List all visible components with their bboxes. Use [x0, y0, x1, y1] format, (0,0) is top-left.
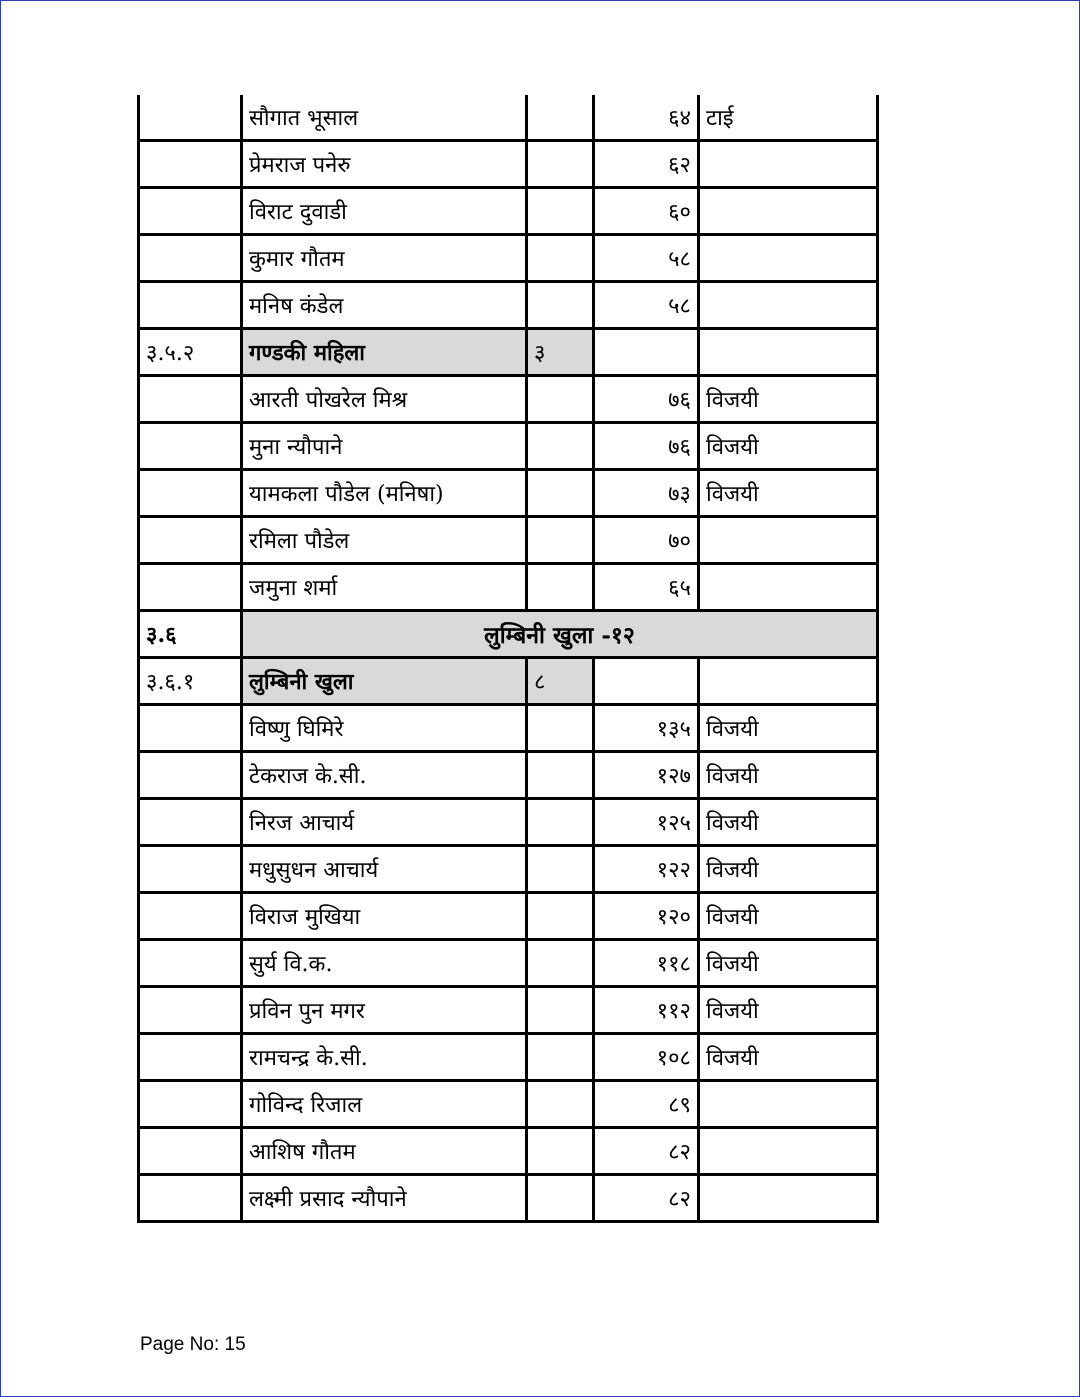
row-number [139, 752, 242, 799]
candidate-row [139, 1081, 878, 1128]
row-number [139, 141, 242, 188]
row-number [139, 423, 242, 470]
seat-count [527, 987, 594, 1034]
vote-count: १०८ [594, 1034, 699, 1081]
result-status [699, 141, 878, 188]
result-status [699, 235, 878, 282]
vote-count: ७३ [594, 470, 699, 517]
seat-count: ८ [527, 658, 594, 705]
vote-count: ६४ [594, 95, 699, 141]
seat-count [527, 423, 594, 470]
result-status [699, 282, 878, 329]
candidate-row [139, 95, 878, 141]
candidate-name: आरती पोखरेल मिश्र [242, 376, 527, 423]
row-number [139, 1081, 242, 1128]
result-status: विजयी [699, 846, 878, 893]
candidate-row [139, 282, 878, 329]
candidate-name: आशिष गौतम [242, 1128, 527, 1175]
vote-count: ६५ [594, 564, 699, 611]
results-table-body [139, 95, 878, 1222]
seat-count [527, 705, 594, 752]
vote-count: १३५ [594, 705, 699, 752]
result-status: विजयी [699, 470, 878, 517]
vote-count: १२७ [594, 752, 699, 799]
seat-count [527, 752, 594, 799]
candidate-row [139, 235, 878, 282]
seat-count [527, 940, 594, 987]
row-number [139, 95, 242, 141]
page-number: Page No: 15 [140, 1334, 246, 1355]
result-status: विजयी [699, 376, 878, 423]
vote-count: ६२ [594, 141, 699, 188]
row-number [139, 799, 242, 846]
candidate-row [139, 705, 878, 752]
candidate-name: विराट दुवाडी [242, 188, 527, 235]
candidate-name: विराज मुखिया [242, 893, 527, 940]
seat-count [527, 799, 594, 846]
candidate-name: विष्णु घिमिरे [242, 705, 527, 752]
seat-count [527, 188, 594, 235]
candidate-name: सौगात भूसाल [242, 95, 527, 141]
candidate-row [139, 987, 878, 1034]
row-number: ३.६.१ [139, 658, 242, 705]
seat-count [527, 564, 594, 611]
candidate-name: निरज आचार्य [242, 799, 527, 846]
result-status [699, 564, 878, 611]
vote-count: १२२ [594, 846, 699, 893]
candidate-row [139, 141, 878, 188]
candidate-row [139, 564, 878, 611]
vote-count: ११८ [594, 940, 699, 987]
result-status: विजयी [699, 799, 878, 846]
seat-count [527, 1034, 594, 1081]
seat-count [527, 141, 594, 188]
result-status [699, 658, 878, 705]
result-status: टाई [699, 95, 878, 141]
candidate-row [139, 752, 878, 799]
result-status [699, 329, 878, 376]
row-number [139, 235, 242, 282]
seat-count [527, 282, 594, 329]
seat-count [527, 1081, 594, 1128]
row-number [139, 893, 242, 940]
candidate-row [139, 1128, 878, 1175]
candidate-row [139, 940, 878, 987]
row-number [139, 846, 242, 893]
vote-count: ६० [594, 188, 699, 235]
vote-count [594, 658, 699, 705]
row-number [139, 517, 242, 564]
candidate-row [139, 470, 878, 517]
candidate-name: लक्ष्मी प्रसाद न्यौपाने [242, 1175, 527, 1222]
candidate-name: जमुना शर्मा [242, 564, 527, 611]
row-number [139, 376, 242, 423]
result-status [699, 1128, 878, 1175]
result-status: विजयी [699, 987, 878, 1034]
candidate-name: यामकला पौडेल (मनिषा) [242, 470, 527, 517]
vote-count: ५८ [594, 282, 699, 329]
candidate-name: मधुसुधन आचार्य [242, 846, 527, 893]
candidate-row [139, 1034, 878, 1081]
vote-count [594, 329, 699, 376]
candidate-row [139, 893, 878, 940]
row-number: ३.५.२ [139, 329, 242, 376]
candidate-row [139, 188, 878, 235]
vote-count: ८२ [594, 1175, 699, 1222]
result-status [699, 188, 878, 235]
vote-count: १२० [594, 893, 699, 940]
result-status [699, 517, 878, 564]
row-number [139, 564, 242, 611]
seat-count [527, 1128, 594, 1175]
candidate-row [139, 376, 878, 423]
section-number: ३.६ [139, 611, 242, 658]
candidate-name: रमिला पौडेल [242, 517, 527, 564]
result-status: विजयी [699, 752, 878, 799]
candidate-name: मनिष कंडेल [242, 282, 527, 329]
seat-count [527, 893, 594, 940]
row-number [139, 1128, 242, 1175]
candidate-row [139, 846, 878, 893]
row-number [139, 282, 242, 329]
candidate-name: रामचन्द्र के.सी. [242, 1034, 527, 1081]
row-number [139, 940, 242, 987]
vote-count: ७६ [594, 376, 699, 423]
candidate-row [139, 1175, 878, 1222]
seat-count [527, 95, 594, 141]
section-title: लुम्बिनी खुला -१२ [242, 611, 878, 658]
seat-count [527, 1175, 594, 1222]
group-title: गण्डकी महिला [242, 329, 527, 376]
vote-count: ७० [594, 517, 699, 564]
candidate-name: प्रेमराज पनेरु [242, 141, 527, 188]
candidate-name: मुना न्यौपाने [242, 423, 527, 470]
results-table [137, 95, 879, 1223]
result-status: विजयी [699, 705, 878, 752]
vote-count: १२५ [594, 799, 699, 846]
candidate-name: सुर्य वि.क. [242, 940, 527, 987]
result-status: विजयी [699, 940, 878, 987]
seat-count [527, 470, 594, 517]
candidate-name: प्रविन पुन मगर [242, 987, 527, 1034]
row-number [139, 188, 242, 235]
candidate-name: टेकराज के.सी. [242, 752, 527, 799]
seat-count [527, 235, 594, 282]
group-title: लुम्बिनी खुला [242, 658, 527, 705]
vote-count: ७६ [594, 423, 699, 470]
seat-count [527, 517, 594, 564]
candidate-row [139, 423, 878, 470]
seat-count [527, 846, 594, 893]
result-status: विजयी [699, 1034, 878, 1081]
result-status [699, 1081, 878, 1128]
result-status [699, 1175, 878, 1222]
row-number [139, 470, 242, 517]
row-number [139, 1175, 242, 1222]
result-status: विजयी [699, 423, 878, 470]
vote-count: ८२ [594, 1128, 699, 1175]
row-number [139, 705, 242, 752]
candidate-row [139, 799, 878, 846]
section-header-row [139, 611, 878, 658]
vote-count: ११२ [594, 987, 699, 1034]
candidate-row [139, 517, 878, 564]
candidate-name: कुमार गौतम [242, 235, 527, 282]
row-number [139, 987, 242, 1034]
vote-count: ५८ [594, 235, 699, 282]
row-number [139, 1034, 242, 1081]
candidate-name: गोविन्द रिजाल [242, 1081, 527, 1128]
group-header-row [139, 329, 878, 376]
seat-count [527, 376, 594, 423]
group-header-row [139, 658, 878, 705]
vote-count: ८९ [594, 1081, 699, 1128]
result-status: विजयी [699, 893, 878, 940]
seat-count: ३ [527, 329, 594, 376]
